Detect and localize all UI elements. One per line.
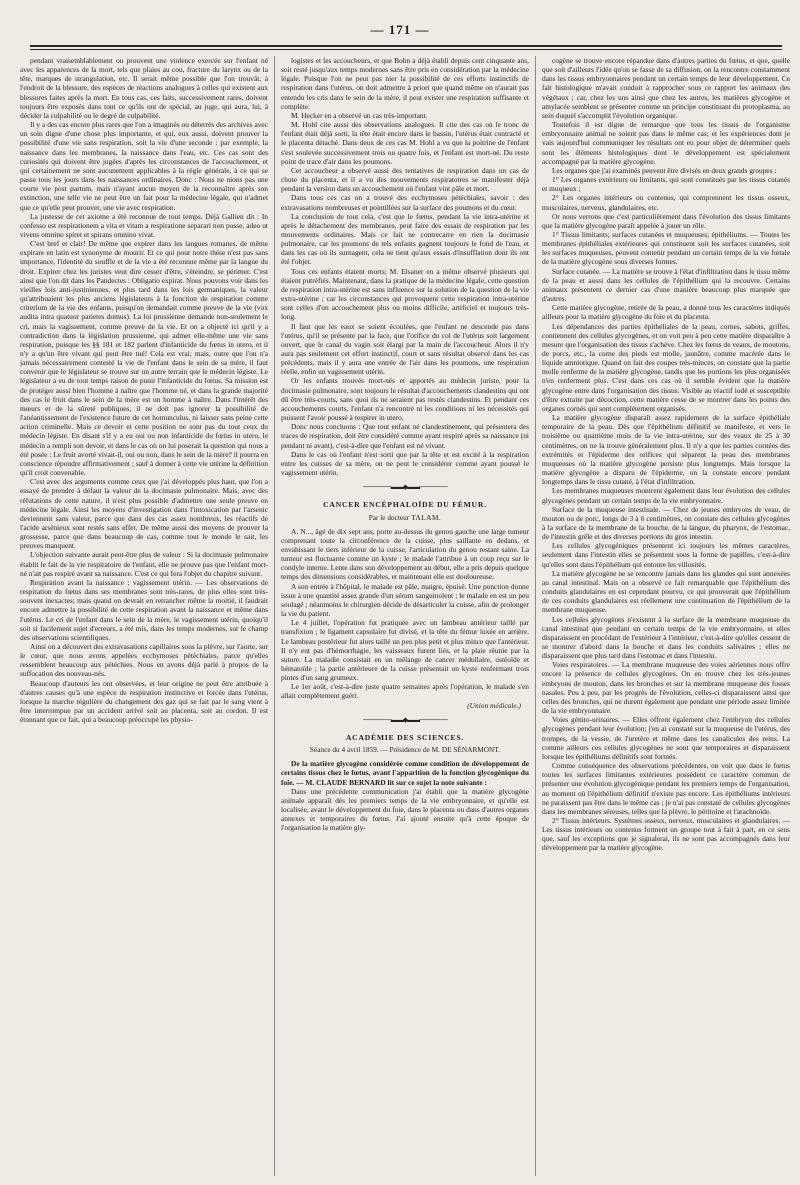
section-ornament: ───────▬▬◆▬▬─────── <box>363 483 447 492</box>
paragraph: Voies génito-urinaires. — Elles offrent également chez l'embryon des cellules glycogènes pendant leur évolution; j'en ai constaté sur la muqueuse de l'utérus, des trompes, de la vessie, de l'uretère et même dans les canalicules des reins. La comme ailleurs ces cellules glycogènes ne sont que temporaires et disparaissent lorsque les épithéliums définitifs sont formés. <box>542 715 790 761</box>
paragraph: M. Hohl cite aussi des observations analogues. Il cite des cas où le tronc de l'enfant était déjà sorti, la tête était encore dans le bassin, l'utérus était contracté et le placenta détaché. Dans deux de ces cas M. Hohl a vu que la poitrine de l'enfant s'est soulevée successivement trois ou quatre fois, et l'enfant est mort-né. Du reste point de trace d'air dans les poumons. <box>281 120 529 166</box>
column-divider <box>535 56 536 1176</box>
academy-subject: De la matière glycogène considérée comme condition de développement de certains tissus chez le fœtus, avant l'apparition de la fonction glycogénique du foie. — M. CLAUDE BERNARD lit sur ce sujet la note suivante : <box>281 759 529 787</box>
paragraph: logistes et les accoucheurs, et que Bohn a déjà établi depuis cent cinquante ans, soit resté jusqu'aux temps modernes sans être pris en considération par la médecine légale. Puisque l'on ne peut pas nier la possibilité de ces efforts instinctifs de respiration dans l'utérus, on doit admettre à priori que quand même on n'aurait pas entendu les cris dans le sein de la mère, il peut exister une respiration suffisante et complète. <box>281 56 529 111</box>
column-left <box>20 56 268 1176</box>
paragraph: 1° Tissus limitants; surfaces cutanées et muqueuses; épithéliums. — Toutes les membranes épithéliales extérieures qui constituent soit les surfaces cutanées, soit les surfaces muqueuses, peuvent contenir pendant un certain temps de la vie fœtale de la matière glycogène sous diverses formes. <box>542 229 790 267</box>
paragraph: Tous ces enfants étaient morts; M. Elsaner en a même observé plusieurs qui étaient putréfiés. Maintenant, dans la pratique de la médecine légale, cette question de respiration intra-utérine est sans influence sur la solution de la question de la vie extra-utérine ; car les circonstances qui provoquent cette respiration intra-utérine sont celles d'un accouchement plus ou moins difficile, artificiel et toujours très-long. <box>281 266 529 322</box>
academy-session: Séance du 4 avril 1859. — Présidence de M. DE SÉNARMONT. <box>309 745 501 755</box>
paragraph: Cette matière glycogène, retirée de la peau, a donné tous les caractères indiqués ailleurs pour la matière glycogène du foie et du placenta. <box>542 303 790 322</box>
paragraph: Donc nous concluons : Que tout enfant né clandestinement, qui présentera des traces de respiration, doit être considéré comme ayant respiré après sa naissance (ni pendant ni avant), c'est-à-dire que l'enfant est né vivant. <box>281 422 529 450</box>
column-right <box>542 56 790 1176</box>
section-ornament: ───────▬▬◆▬▬─────── <box>363 715 447 724</box>
paragraph: La conclusion de tout cela, c'est que le fœtus, pendant la vie intra-utérine et après le détachement des membranes, peut faire des essais de respiration par les mouvements ordinaires. Mais ce fait ne contrecarre en rien la docimasie pulmonaire, car les poumons de tels enfants gagnent toujours le fond de l'eau, et dans les cas où ils surnagent, cela ne tient qu'aux essais d'insufflation dont ils ont été l'objet. <box>281 211 529 267</box>
paragraph: Les cellules glycogéniques présentent ici toujours les mêmes caractères, seulement dans l'intestin elles se présentent sous la forme de papilles, c'est-à-dire qu'elles sont dans l'épithélium qui entoure les villosités. <box>542 541 790 569</box>
paragraph: 2° Tissus intérieurs. Systèmes osseux, nerveux, musculaires et glandulaires. — Les tissus intérieurs ou contenus forment un groupe tout à fait à part, en ce sens que, sauf les exceptions que je signalerai, ils ne sont pas accompagnés dans leur développement par la matière glycogène. <box>542 815 790 853</box>
paragraph: A. N..., âgé de dix sept ans, porte au-dessus du genou gauche une large tumeur comprenant toute la circonférence de la cuisse, plus saillante en dedans, et envahissant le tiers inférieur de la cuisse, l'articulation du genou restant saine. La tumeur est fluctuante comme un kyste ; le malade l'attribue à un coup reçu sur le condyle interne. Lente dans son développement au début, elle a pris depuis quelque temps des dimensions considérables, et maintenant elle est douloureuse. <box>281 526 529 582</box>
column-divider <box>274 56 275 1176</box>
paragraph: Les dépendances des parties épithéliales de la peau, cornes, sabots, griffes, contiennent des cellules glycogènes, et on voit peu à peu cette matière disparaître à mesure que l'organisation des tissus s'achève. Chez les fœtus de veaux, de moutons, de porcs, etc., la corne des pieds est molle, jaunâtre, comme macérée dans le liquide amniotique. Quand on fait des coupes très-minces, on constate que la partie molle renferme de la matière glycogène, tandis que les portions les plus organisées n'en renferment plus. C'est dans ces cas où il semble évident que la matière glycogène entre dans l'organisation des tissus. Visible au réactif iodé et susceptible d'être extraite par décoction, cette matière cesse de se montrer dans les points des organes cornés qui sont complètement organisés. <box>542 321 790 413</box>
paragraph: Or les enfants trouvés mort-nés et apportés au médecin juriste, pour la docimasie pulmonaire, sont toujours le résultat d'accouchements clandestins qui ont dû être très-courts, sans quoi ils ne seraient pas restés clandestins. Et pendant ces accouchements courts, l'enfant n'a rencontré ni les conditions ni les nécessités qui puissent l'avoir poussé à respirer in utero. <box>281 376 529 423</box>
paragraph: Comme conséquence des observations précédentes, on voit que dans le fœtus toutes les surfaces limitantes extérieures possèdent ce caractère commun de présenter une évolution glycogénique pendant les premiers temps de l'organisation, au moment où l'épithélium définitif n'existe pas encore. Les épithéliums intérieurs ne paraissent pas être dans le même cas ; je n'ai pas constaté de cellules glycogènes dans les membranes séreuses, telles que la plèvre, le péritoine et l'arachnoïde. <box>542 761 790 816</box>
byline-prefix: Par le docteur <box>368 512 410 522</box>
column-middle <box>281 56 529 1176</box>
paragraph: La matière glycogène ne se rencontre jamais dans les glandes qui sont annexées au canal intestinal. Mais on a observé ce fait remarquable que l'épithélium des conduits glandulaires en est cependant pourvu, ce qui prouverait que l'épithélium de ces conduits glandulaires est réellement une continuation de l'épithélium de la membrane muqueuse. <box>542 568 790 615</box>
header-rule-thin <box>30 49 782 50</box>
paragraph: Beaucoup d'auteurs les ont observées, et leur origine ne peut être attribuée à d'autres causes qu'à une espèce de respiration instinctive et forcée dans l'utérus, lorsque la marche régulière du changement des gaz qui se fait par le sang vient à être interrompue par un accident arrivé soit au placenta, soit au cordon. Il est étonnant que ce fait, qui a beaucoup préoccupé les physio- <box>20 678 268 725</box>
paragraph: Les organes que j'ai examinés peuvent être divisés en deux grands groupes : <box>552 165 777 175</box>
paragraph: pendant vraisemblablement ou prouvent une violence exercée sur l'enfant né avec les apparences de la mort, tels que plaies au cou, fracture du larynx ou de la tête, marques de strangulation, etc. Il serait même possible que l'on trouvât, à l'endroit de la blessure, des espèces de réactions analogues à celles qui existent aux blessures faites après la mort. En tous cas, ces faits, successivement rares, doivent toujours être exposés dans tout ce qu'ils ont de spécial, au juge, qui aura, lui, à décider la culpabilité ou le degré de culpabilité. <box>20 56 268 120</box>
paragraph: 1° Les organes extérieurs ou limitants, qui sont constitués par les tissus cutanés et muqueux ; <box>542 175 790 194</box>
paragraph: A son entrée à l'hôpital, le malade est pâle, maigre, épuisé. Une ponction donne issue à une quantité assez grande d'un sérum sanguinolent ; le malade en est un peu soulagé ; néanmoins le chirurgien décide de désarticuler la cuisse, afin de prolonger la vie du patient. <box>281 581 529 619</box>
paragraph: L'objection suivante aurait peut-être plus de valeur : Si la docimasie pulmonaire établit le fait de la vie respiratoire de l'enfant, elle ne prouve pas que l'enfant mort-né n'ait pas respiré avant sa naissance. C'est ce qui fera l'objet du chapitre suivant. <box>20 550 268 578</box>
academy-title: ACADÉMIE DES SCIENCES. <box>345 732 465 742</box>
paragraph: Cet accoucheur a observé aussi des tentatives de respiration dans un cas de chute du placenta, et il a vu des mouvements respiratoires se manifester déjà pendant la version dans un accouchement où l'enfant vint pâle et mort. <box>281 165 529 194</box>
paragraph: Dans le cas où l'enfant n'est sorti que par la tête et est excité à la respiration entre les cuisses de sa mère, on ne peut le considérer comme ayant poussé le vagissement utérin. <box>281 449 529 478</box>
paragraph: C'est bref et clair! De même que expirer dans les langues romanes, de même expirare en latin est synonyme de mourir. Et ce qui pour notre thèse n'est pas sans importance, l'identité du souffle et de la vie a été reconnue même par la langue du droit. Expirer chez les juristes veut dire cesser d'être, s'éteindre, se périmer. C'est ainsi que l'on dit dans les Pandectes : Obligatio expirat. Nous pouvons voir dans les vieilles lois anti-justiniennes, et plus tard dans les lois germaniques, la valeur qu'attribuaient les plus anciens législateurs à la fonction de respiration comme criterium de la vie des enfants, puisqu'on demandait comme preuve de la vie (vox audita intra quatuor parietes domus). La loi prussienne demande non-seulement le cri, mais la vagissement, comme preuve de la vie. Et on a objecté ici qu'il y a contradiction dans la législation prussienne, qui admet elle-même une vie sans respiration, puisque les §§ 181 et 182 parlent d'infanticide du fœtus in utero, et il n'y a qu'un être vivant qui peut être tué! Cela est vrai; mais, outre que l'on n'a jamais nécessairement contesté la vie de l'enfant dans le sein de sa mère, il faut convenir que le législateur se trouve sur un autre terrain que le médecin légiste. Le législateur a eu de tout temps raison de punir l'infanticide du fœtus. Sa mission est de protéger aussi bien l'homme à naître que l'homme né, et dans la grande majorité des cas le fruit dans le sein de la mère est un homme à naître. Dans l'intérêt des mœurs et de la sûreté publiques, il ne doit pas ignorer la possibilité de l'anéantissement de l'existence future de cet homunculus, ni laisser sans peine cette action criminelle. Mais ce devoir et cette position ne sont pas du tout ceux du médecin légiste. En disant s'il y a eu oui ou non infanticide du fœtus in utero, le médecin a rempli son devoir, et dans le cas où on lui poserait la question qui nous a été posée : Le fruit avorté vivait-il, oui ou non, dans le sein de la mère? il pourra en conscience répondre affirmativement ; sauf à donner à cette vie utérine la définition qu'il croit convenable. <box>20 239 268 478</box>
paragraph: Les membranes muqueuses montrent également dans leur évolution des cellules glycogènes pendant un certain temps de la vie embryonnaire. <box>542 486 790 505</box>
paragraph: Le 4 juillet, l'opération fut pratiquée avec un lambeau antérieur taillé par transfixion ; le ligament capsulaire fut divisé, et la tête du fémur luxée en arrière. Le lambeau postérieur fut alors taillé un peu plus petit et plus mince que l'antérieur. Il n'y eut pas d'hémorrhagie, les vaisseaux furent liés, et la plaie réunie par la suture. La maladie consistait en un mélange de cancer médullaire, ostéoïde et hématoïde ; la partie antérieure de la cuisse présentait un kyste renfermant trois pintes d'un sang grumeux. <box>281 618 529 683</box>
header-rule <box>30 45 782 47</box>
paragraph: M. Hecker en a observé un cas très-important. <box>291 110 428 120</box>
article-title: CANCER ENCÉPHALOÏDE DU FÉMUR. <box>323 500 487 510</box>
paragraph: Le 1er août, c'est-à-dire juste quatre semaines après l'opération, le malade s'en allait complètement guéri. <box>281 682 529 701</box>
paragraph: Respiration avant la naissance ; vagissement utérin. — Les observations de respiration du fœtus dans ses membranes sont très-rares, de plus elles sont très-souvent inexactes; mais quand on devrait en retrancher même la moitié, il faudrait encore admettre la possibilité de cette respiration avant la naissance et même dans l'utérus. Le cri de l'enfant dans le sein de la mère, le vagissement utérin, quoiqu'il soit si facilement sujet d'erreurs, a été mis, dans les temps modernes, sur le champ des observations scientifiques. <box>20 577 268 642</box>
paragraph: Ainsi on a découvert des extravasations capillaires sous la plèvre, sur l'aorte, sur le cœur, que nous avons appelées ecchymoses pétéchiales, parce qu'elles ressemblent beaucoup aux pétéchies. Nous en avons déjà parlé à propos de la suffocation des nouveau-nés. <box>20 642 268 679</box>
paragraph: La matière glycogène disparaît assez rapidement de la surface épithéliale temporaire de la peau. Dès que l'épithélium définitif se manifeste, et vers le troisième ou quatrième mois de la vie intra-utérine, sur des veaux de 25 à 30 centimètres, on ne la trouve généralement plus. Il n'y a que les parties cornées des extrémités et l'épiderme des orifices qui séparent la peau des membranes muqueuses où la matière glycogène persiste plus longtemps. Mais lorsque la matière glycogène a disparu de l'épiderme, on la constate encore pendant longtemps dans le tissu cutané, à l'état d'infiltration. <box>542 413 790 487</box>
paragraph: La justesse de cet axiome a été reconnue de tout temps. Déjà Gallien dit : In confesso est respirationem a vita et vitam a respiratione separari non posse, adeo ut vivens omnino spiret et spirans omnino vivat. <box>20 211 268 239</box>
paragraph: C'est avec des arguments comme ceux que j'ai développés plus haut, que l'on a essayé de prendre à défaut la valeur de la docimasie pulmonaire. Mais, avec des réfutations de cette nature, il n'est plus possible d'admettre une seule preuve en médecine légale. Ainsi les moyens d'investigation dans l'intoxication par l'arsenic deviennent sans valeur, parce que dans des cas assez nombreux, les réactifs de l'acide arsénieux sont restés sans effet. De même aussi des moyens de prouver la grossesse, parce que dans beaucoup de cas, comme tout le monde le sait, les preuves manquent. <box>20 477 268 551</box>
article-source: (Union médicale.) <box>467 700 521 710</box>
text-columns <box>20 56 790 1176</box>
paragraph: Toutefois il est digne de remarque que tous les tissus de l'organisme embryonnaire animal ne soient pas dans le même cas; et les expériences dont je vais aujourd'hui communiquer les résultats ont eu pour objet de déterminer quels sont les éléments histologiques dont le développement est spécialement accompagné par la matière glycogène. <box>542 120 790 166</box>
paragraph: 2° Les organes intérieurs ou contenus, qui comprennent les tissus osseux, musculaires, nerveux, glandulaires, etc. <box>542 193 790 212</box>
paragraph: Il faut que les eaux se soient écoulées, que l'enfant ne descende pas dans l'utérus, qu'il se présente par la face, que l'orifice du col de l'utérus soit largement ouvert, que le canal du vagin soit élargi par la main de l'accoucheur. Alors il n'y aura pas seulement cet effort instinctif, court et sans résultat observé dans les cas précédents, mais il y aura une entrée de l'air dans les poumons, une respiration réelle, enfin un vagissement utérin. <box>281 321 529 377</box>
article-byline <box>281 513 529 522</box>
paragraph: Dans une précédente communication j'ai établi que la matière glycogène animale apparaît dès les premiers temps de la vie embryonnaire, et qu'elle est localisée, avant le développement du foie, dans le placenta ou dans d'autres organes annexes et temporaires du fœtus. J'ai ajouté ensuite qu'à cette époque de l'organisation la matière gly- <box>281 786 529 833</box>
byline-author: TALAM. <box>411 512 442 522</box>
paragraph: Dans tous ces cas on a trouvé des ecchymoses pétéchiales, savoir : des extravasations nombreuses et pointillées sur la surface des poumons et du cœur. <box>281 193 529 212</box>
paragraph: Il y a des cas encore plus rares que l'on a imaginés ou déterrés des archives avec un soin digne d'une chose plus importante, et qui, eux aussi, doivent prouver la possibilité d'une vie sans respiration, soit la vie d'une seconde : par exemple, la naissance dans les membranes, la naissance dans l'eau, etc. Ces cas sont des curiosités qui doivent être jugées d'après les circonstances de l'accouchement, et qui certainement ne sont aucunement applicables à la règle générale, à ce qui se passe tous les jours dans les naissances ordinaires. Donc : Nous ne nions pas une courte vie post partum, mais n'ayant aucun moyen de la reconnaître après son extinction, une telle vie ne peut être un fait pour la médecine légale, qui n'admet que ce qu'elle peut prouver, une vie avec respiration. <box>20 120 268 212</box>
paragraph: Voies respiratoires. — La membrane muqueuse des voies aériennes nous offre encore la présence de cellules glycogènes. On en trouve chez les très-jeunes embryons de mouton, dans les bronches et sur la membrane muqueuse des fosses nasales. Peu à peu, par les progrès de l'évolution, celles-ci disparaissent ainsi que celles des bronches, qui ne durent également que pendant une période assez limitée de la vie embryonnaire. <box>542 660 790 716</box>
page-number: — 171 — <box>370 22 430 37</box>
paragraph: Les cellules glycogènes n'existent à la surface de la membrane muqueuse du canal intestinal que pendant un certain temps de la vie embryonnaire, et elles disparaissent en procédant de l'extérieur à l'intérieur, c'est-à-dire qu'elles cessent de se montrer d'abord dans la bouche et dans les conduits salivaires ; elles ne disparaissent que plus tard dans l'estomac et dans l'intestin. <box>542 614 790 661</box>
paragraph: Surface cutanée. — La matière se trouve à l'état d'infiltration dans le tissu même de la peau et aussi dans les cellules de l'épithélium qui la recouvre. Certains animaux présentent ce dernier cas d'une manière beaucoup plus marquée que d'autres. <box>542 266 790 304</box>
paragraph: cogène se trouve encore répandue dans d'autres parties du fœtus, et que, quelle que soit d'ailleurs l'idée qu'on se fasse de sa diffusion, on la rencontre constamment dans les tissus embryonnaires pendant un certain temps de leur développement. Ce fait histologique m'avait conduit à rapprocher sous ce rapport les animaux des végétaux ; car, chez les uns ainsi que chez les autres, les matières glycogène et amylacée semblent se présenter comme un principe constituant du protoplasma, au sein duquel s'accomplit l'évolution organique. <box>542 56 790 120</box>
paragraph: Or nous verrons que c'est particulièrement dans l'évolution des tissus limitants que la matière glycogène paraît appelée à jouer un rôle. <box>542 211 790 230</box>
paragraph: Surface de la muqueuse intestinale. — Chez de jeunes embryons de veau, de mouton ou de porc, longs de 3 à 6 centimètres, on constate des cellules glycogènes à la surface de la membrane de la bouche, de la langue, du pharynx, de l'estomac, de l'intestin grêle et des diverses portions du gros intestin. <box>542 504 790 542</box>
